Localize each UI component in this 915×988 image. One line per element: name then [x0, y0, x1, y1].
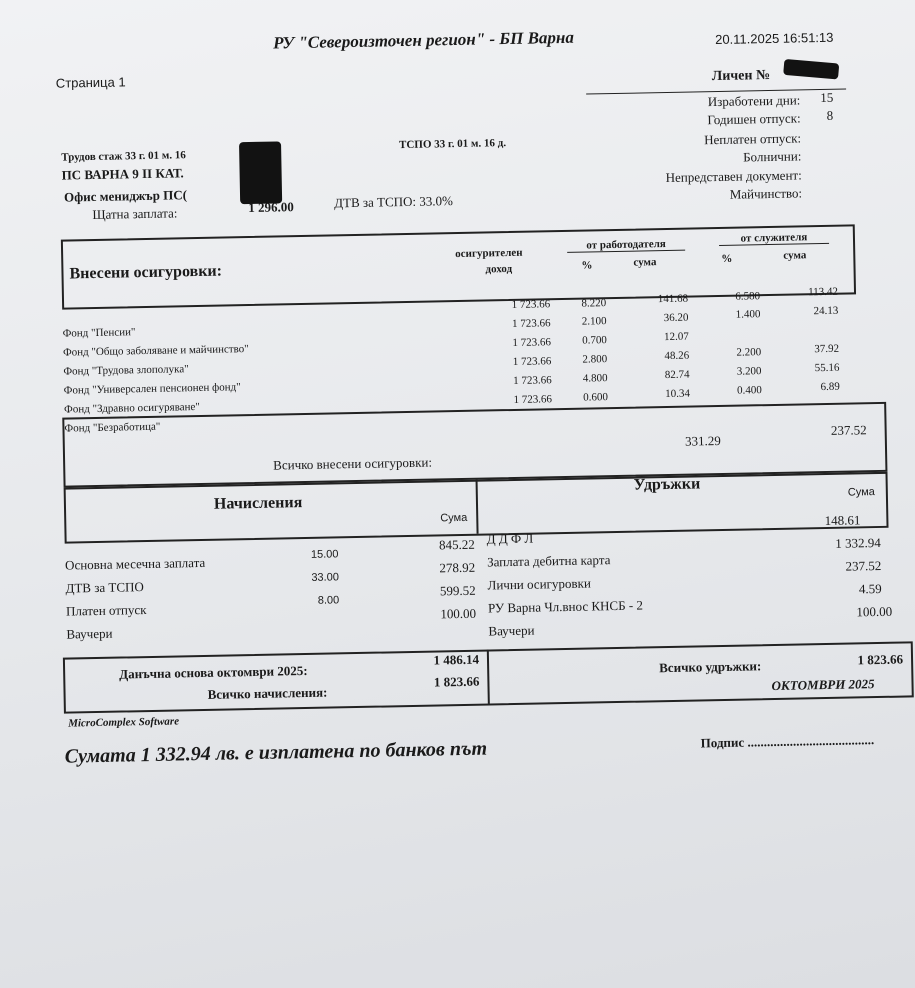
stat-label-sick-leave: Болнични: — [742, 148, 802, 165]
tax-base-label: Данъчна основа октомври 2025: — [119, 662, 308, 682]
fund-employee-pct: 1.400 — [735, 308, 761, 321]
fund-employer-pct: 2.800 — [582, 353, 608, 366]
fund-employee-pct: 6.580 — [735, 290, 761, 303]
deductions-total-value: 1 823.66 — [857, 651, 904, 668]
deductions-total-label: Всичко удръжки: — [659, 658, 762, 676]
fund-employee-pct: 2.200 — [736, 346, 762, 359]
accrual-qty: 8.00 — [317, 594, 340, 607]
stat-label-annual-leave: Годишен отпуск: — [707, 110, 801, 128]
accrual-sum: 599.52 — [439, 582, 476, 599]
col-employer: от работодателя — [567, 238, 685, 253]
fund-employee-pct: 0.400 — [737, 384, 762, 397]
paid-note: Сумата 1 332.94 лв. е изплатена по банков път — [64, 737, 488, 768]
fund-employee-sum: 37.92 — [814, 342, 840, 356]
fund-employer-pct: 0.600 — [583, 391, 609, 404]
fund-income: 1 723.66 — [513, 393, 553, 406]
insurance-total-label: Всичко внесени осигуровки: — [273, 454, 433, 473]
accruals-total-label: Всичко начисления: — [207, 684, 328, 702]
fund-employer-sum: 10.34 — [665, 387, 691, 401]
accruals-title: Начисления — [213, 494, 303, 513]
pay-period: ОКТОМВРИ 2025 — [771, 676, 875, 694]
col-employer-sum: сума — [633, 256, 657, 269]
fund-name: Фонд "Пенсии" — [62, 326, 136, 340]
insurance-title: Внесени осигуровки: — [69, 262, 223, 283]
fund-employee-sum: 55.16 — [814, 361, 840, 375]
fund-employee-sum: 24.13 — [813, 304, 839, 318]
stat-label-missing-document: Непредставен документ: — [665, 167, 802, 186]
stat-value-annual-leave: 8 — [826, 107, 834, 123]
accrual-name: ДТВ за ТСПО — [65, 579, 144, 596]
accrual-name: Платен отпуск — [65, 602, 147, 619]
fund-employer-pct: 0.700 — [582, 334, 607, 347]
fund-name: Фонд "Здравно осигуряване" — [63, 400, 200, 416]
print-datetime: 20.11.2025 16:51:13 — [714, 29, 834, 48]
fund-name: Фонд "Универсален пенсионен фонд" — [63, 381, 241, 397]
col-employee: от служителя — [719, 231, 829, 246]
stat-value-worked-days: 15 — [820, 89, 834, 106]
deduction-name: Заплата дебитна карта — [486, 552, 611, 570]
fund-employer-pct: 4.800 — [582, 372, 608, 385]
deduction-sum: 148.61 — [824, 512, 861, 529]
fund-employer-pct: 2.100 — [581, 315, 607, 328]
accruals-total-value: 1 823.66 — [433, 673, 480, 690]
signature-line: Подпис ....................................... — [700, 732, 875, 751]
redaction-employee-name — [239, 141, 282, 204]
fund-employer-sum: 48.26 — [664, 349, 690, 363]
deduction-sum: 237.52 — [845, 557, 882, 574]
stat-label-worked-days: Изработени дни: — [707, 92, 801, 110]
deduction-sum: 100.00 — [856, 603, 893, 620]
work-experience: Трудов стаж 33 г. 01 м. 16 — [61, 149, 186, 164]
accrual-qty: 15.00 — [310, 548, 339, 561]
dtv-rate: ДТВ за ТСПО: 33.0% — [334, 193, 454, 211]
col-insured-income-2: доход — [485, 262, 513, 276]
base-salary-label: Щатна заплата: — [92, 205, 178, 223]
personal-number-label: Личен № — [711, 67, 771, 85]
employee-unit: ПС ВАРНА 9 II КАТ. — [61, 165, 184, 183]
deduction-name: Д Д Ф Л — [486, 530, 534, 547]
deductions-title: Удръжки — [633, 475, 701, 494]
insurance-total-employer: 331.29 — [684, 433, 721, 449]
accrual-sum: 278.92 — [439, 559, 476, 576]
fund-employer-pct: 8.220 — [581, 297, 607, 310]
fund-income: 1 723.66 — [511, 298, 551, 311]
col-insured-income: осигурителен — [455, 246, 523, 261]
tspo-experience: ТСПО 33 г. 01 м. 16 д. — [398, 137, 507, 152]
accruals-sum-label: Сума — [440, 511, 468, 525]
accrual-sum: 845.22 — [438, 536, 475, 553]
col-employee-pct: % — [721, 252, 733, 265]
software-name: MicroComplex Software — [68, 715, 180, 730]
deduction-name: Ваучери — [488, 622, 535, 639]
fund-name: Фонд "Общо заболяване и майчинство" — [62, 343, 249, 359]
redaction-personal-number — [783, 59, 839, 80]
tax-base-value: 1 486.14 — [433, 651, 480, 668]
accrual-name: Ваучери — [66, 625, 113, 642]
deduction-sum: 1 332.94 — [835, 534, 881, 551]
fund-employee-sum: 113.42 — [808, 285, 839, 299]
insurance-total-employee: 237.52 — [830, 422, 867, 438]
deduction-sum: 4.59 — [858, 580, 882, 597]
col-employer-pct: % — [581, 259, 593, 272]
deduction-name: Лични осигуровки — [487, 575, 591, 593]
fund-income: 1 723.66 — [513, 374, 552, 387]
fund-income: 1 723.66 — [512, 336, 552, 349]
fund-income: 1 723.66 — [511, 317, 551, 330]
col-employee-sum: сума — [783, 249, 807, 262]
fund-employer-sum: 12.07 — [663, 330, 689, 344]
document-title: РУ "Североизточен регион" - БП Варна — [272, 27, 575, 53]
fund-employee-sum: 6.89 — [820, 380, 840, 394]
fund-employer-sum: 82.74 — [664, 368, 690, 382]
stat-label-unpaid-leave: Неплатен отпуск: — [704, 130, 802, 148]
fund-employer-sum: 36.20 — [663, 311, 689, 325]
accrual-sum: 100.00 — [440, 605, 477, 622]
stat-label-maternity: Майчинство: — [729, 185, 803, 202]
page-label: Страница 1 — [55, 74, 126, 91]
fund-income: 1 723.66 — [512, 355, 552, 368]
fund-name: Фонд "Трудова злополука" — [63, 363, 189, 378]
deduction-name: РУ Варна Чл.внос КНСБ - 2 — [487, 597, 644, 616]
fund-name: Фонд "Безработица" — [64, 420, 161, 435]
accrual-name: Основна месечна заплата — [64, 554, 206, 573]
deductions-sum-label: Сума — [847, 486, 875, 499]
fund-employee-pct: 3.200 — [736, 365, 762, 378]
accrual-qty: 33.00 — [311, 571, 340, 584]
base-salary-value: 1 296.00 — [248, 199, 294, 216]
employee-position: Офис мениджър ПС( — [63, 187, 188, 205]
fund-employer-sum: 141.68 — [657, 292, 689, 306]
